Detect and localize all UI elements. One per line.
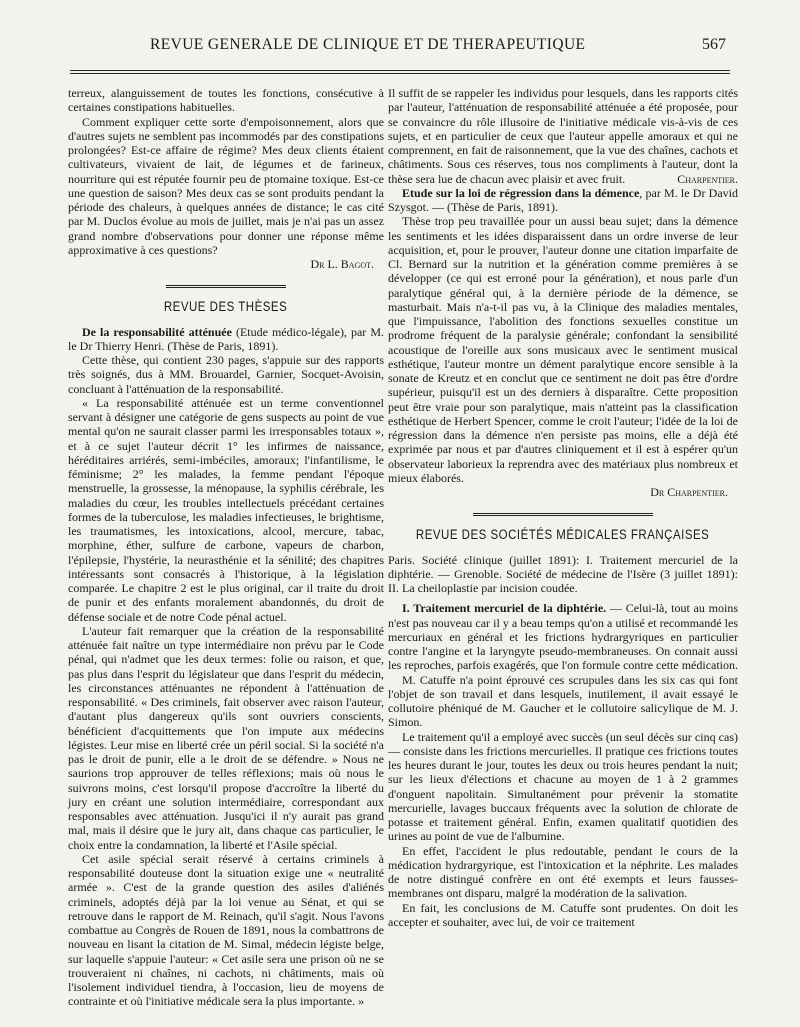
paragraph: « La responsabilité atténuée est un terme conventionnel servant à désigner une catégorie de gens suspects au point de vue mental qu'on ne saurait classer parmi les irresponsables totaux », et à ce sujet l'auteur décrit 1° les infirmes de naissance, héréditaires arriérés, semi-imbéciles, amoraux; l'infantilisme, le féminisme; 2° les malades, la femme pendant l'époque menstruelle, la grossesse, la ménopause, la syphilis cérébrale, les maladies du cœur, les troubles intellectuels précédant certaines formes de la tuberculose, les maladies infectieuses, le brightisme, les traumatismes, les intoxications, alcool, mercure, tabac, morphine, éther, sulfure de carbone, vapeurs de charbon, l'épilepsie, l'hystérie, la neurasthénie et la sénilité; des chapitres intéressants sont consacrés à l'historique, à la législation comparée. Le chapitre 2 est le plus original, car il traite du droit de punir et des enfants moralement abandonnés, du droit de défense sociale et de notre Code pénal actuel. (68, 395, 384, 624)
section-title: REVUE DES THÈSES (164, 299, 288, 315)
paragraph: terreux, alanguissement de toutes les fonctions, consécutive à certaines constipations habituelles. (68, 86, 384, 115)
paragraph: L'auteur fait remarquer que la création de la responsabilité atténuée fait naître un type intermédiaire non prévu par le Code pénal, qui n'admet que les deux termes: folie ou raison, et que, pas plus dans l'esprit du législateur que dans l'esprit du médecin, les circonstances atténuantes ne répondent à l'atténuation de responsabilité. « Des criminels, fait observer avec raison l'auteur, d'autant plus dangereux qu'ils sont ouvriers conscients, bénéficient d'acquittements que l'on impute aux médecins légistes. Leur mise en liberté crée un péril social. Si la société n'a pas le droit de punir, elle a le droit de se défendre. » Nous ne saurions trop approuver de telles réflexions; mais où nous le suivrons moins, c'est lorsqu'il propose d'accroître la liberté du jury en créant une solution intermédiaire, correspondant aux responsables avec atténuation. Jusqu'ici il n'y aurait pas grand mal, mais il désire que le jury ait, dans chaque cas particulier, le choix entre la condamnation, la liberté et l'Asile spécial. (68, 623, 384, 852)
thesis-entry-heading (68, 325, 384, 354)
section-title: REVUE DES SOCIÉTÉS MÉDICALES FRANÇAISES (416, 527, 710, 543)
paragraph: En effet, l'accident le plus redoutable, pendant le cours de la médication hydrargyrique, est l'intoxication et la néphrite. Les malades de notre distingué confrère en ont été exempts et leurs fausses-membranes ont disparu, malgré la modération de la salivation. (388, 843, 738, 901)
section-heading-societes (388, 513, 738, 542)
running-title: REVUE GENERALE DE CLINIQUE ET DE THERAPEUTIQUE (150, 36, 586, 53)
paragraph: Cette thèse, qui contient 230 pages, s'appuie sur des rapports très soignés, dus à MM. Brouardel, Garnier, Socquet-Avoisin, concluant à l'atténuation de la responsabilité. (68, 353, 384, 396)
paragraph: Comment expliquer cette sorte d'empoisonnement, alors que d'autres sujets ne semblent pas incommodés par des constipations prolongées? Est-ce affaire de régime? Mes deux clients étaient cultivateurs, vivaient de lait, de légumes et de farineux, nourriture qui est réputée fournir peu de ptomaine toxique. Est-ce une question de saison? Mes deux cas se sont produits pendant la période des chaleurs, à quelques années de distance; le cas cité par M. Duclos évolue au mois de juillet, mais je n'ai pas un assez grand nombre d'observations pour donner une réponse même approximative à ces questions? (68, 114, 384, 257)
thesis-title: Etude sur la loi de régression dans la démence (402, 185, 640, 200)
header-rule (70, 73, 730, 74)
societies-summary: Paris. Société clinique (juillet 1891): I. Traitement mercuriel de la diphtérie. — Grenoble. Société de médecine de l'Isère (3 juillet 1891): II. La cheiloplastie par incision coudée. (388, 552, 738, 595)
subsection-title: I. Traitement mercuriel de la diphtérie. (402, 601, 607, 616)
signature: Charpentier. (677, 171, 738, 186)
paragraph-text: Il suffit de se rappeler les individus pour lesquels, dans les rapports cités par l'auteur, l'atténuation de responsabilité atténuée a été proposée, pour se convaincre du rôle illusoire de l'initiative médicale vis-à-vis de ces sujets, et en particulier de ceux que l'auteur appelle amoraux et qui ne comprennent, en fait de raisonnement, que la vue des chaînes, cachots et châtiments. Sous ces réserves, tous nos compliments à l'auteur, dont la thèse sera lue de chacun avec plaisir et avec fruit. (388, 86, 738, 186)
right-column (388, 86, 738, 929)
section-rule (473, 513, 653, 518)
paragraph-text: — Celui-là, tout au moins n'est pas nouveau car il y a beau temps qu'on a utilisé et recommandé les mercuriaux en général et les frictions hydrargyriques en particulier contre l'angine et la laryngyte pseudo-membraneuses. On connait aussi les reproches, parfois exagérés, que l'on formule contre cette médication. (388, 601, 739, 673)
paragraph: Cet asile spécial serait réservé à certains criminels à responsabilité douteuse dont la situation exige une « neutralité armée ». C'est de la grande question des asiles d'aliénés criminels, adoptés déjà par la loi venue au Sénat, et qui se retrouve dans le rapport de M. Reinach, qu'il s'agit. Nous l'avons combattue au Congrès de Rouen de 1891, nous la combattrons de nouveau en lisant la citation de M. Simal, médecin légiste belge, sur laquelle s'appuie l'auteur: « Cet asile sera une prison où ne se trouveraient ni chaînes, ni cachots, ni châtiments, mais où l'isolement individuel tiendra, à l'occasion, lieu de moyens de contrainte et où l'initiative médicale sera la plus importante. » (68, 851, 384, 1009)
page-number: 567 (702, 36, 726, 53)
paragraph: En fait, les conclusions de M. Catuffe sont prudentes. On doit les accepter et souhaiter, avec lui, de voir ce traitement (388, 900, 738, 929)
left-column (68, 86, 384, 1009)
section-heading-theses (68, 285, 384, 314)
thesis-entry-heading (388, 186, 738, 215)
paragraph: Le traitement qu'il a employé avec succès (un seul décès sur cinq cas) — consiste dans les frictions mercurielles. Il pratique ces frictions toutes les heures durant le jour, toutes les deux ou trois heures pendant la nuit; sur les lieux d'élections et chacune au moyen de 1 à 2 grammes d'onguent napolitain. Simultanément pour prévenir la stomatite mercurielle, lavages buccaux fréquents avec la solution de chlorate de potasse et traitement général. Enfin, examen qualitatif quotidien des urines au point de vue de l'albumine. (388, 729, 738, 844)
paragraph: Thèse trop peu travaillée pour un aussi beau sujet; dans la démence les sentiments et les idées disparaissent dans un ordre inverse de leur acquisition, et, pour le prouver, l'auteur donne une citation imparfaite de Cl. Bernard sur la nutrition et la génération comme premières à se développer (ce qui est erroné pour la génération), et nous parle d'un paralytique général qui, à la dernière période de la démence, se masturbait. Mais n'a-t-il pas vu, à la Clinique des maladies mentales, que l'impuissance, l'abolition des fonctions sexuelles constitue un prodrome fréquent de la paralysie générale; confondant la sensibilité acoustique de l'oreille aux sons musicaux avec le sentiment musical esthétique, l'auteur montre un dément paralytique encore sensible à la sonate de Kreutz et en conclut que ce sentiment ne doit pas être d'ordre supérieur, puisqu'il est un des derniers à disparaître. Cette proposition peut être vraie pour son paralytique, mais n'atteint pas la classification esthétique de Herbert Spencer, comme le croit l'auteur; l'idée de la loi de régression dans la démence n'en persiste pas moins, elle a déjà été exprimée par nous et par d'autres cliniquement et il est à espérer qu'un observateur laborieux la reprendra avec des matériaux plus nombreux et mieux élaborés. (388, 214, 738, 485)
paragraph: M. Catuffe n'a point éprouvé ces scrupules dans les six cas qui font l'objet de son travail et dans lesquels, inutilement, il avait essayé le collutoire phéniqué de M. Gaucher et le collutoire salicylique de M. J. Simon. (388, 672, 738, 730)
thesis-citation: , par M. le Dr David Szysgot. — (Thèse de Paris, 1891). (388, 185, 738, 214)
signature: Dr Charpentier. (650, 485, 728, 499)
signature: Dr L. Bagot. (310, 257, 374, 271)
page-header (70, 32, 730, 71)
paragraph (388, 86, 738, 186)
thesis-citation: (Etude médico-légale), par M. le Dr Thierry Henri. (Thèse de Paris, 1891). (68, 324, 385, 353)
thesis-title: De la responsabilité atténuée (82, 324, 232, 339)
section-rule (166, 285, 286, 290)
paragraph (388, 601, 738, 672)
